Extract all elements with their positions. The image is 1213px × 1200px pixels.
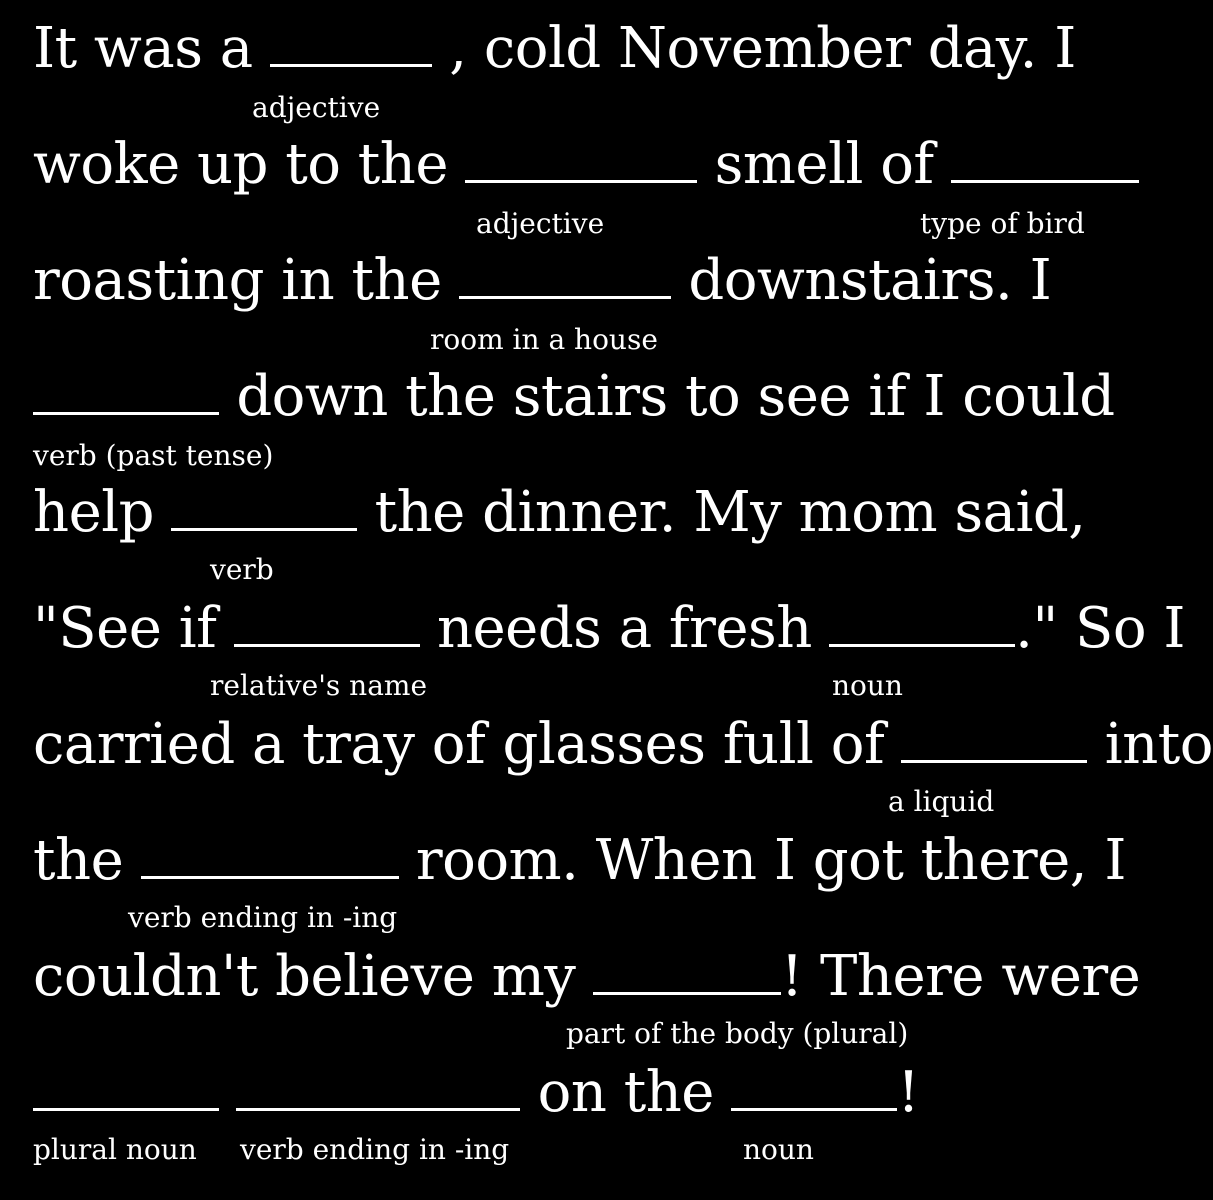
blank-verb-ending-in-ing-1[interactable] [141, 830, 399, 879]
prompt-label: part of the body (plural) [566, 1017, 909, 1050]
story-line [33, 944, 1141, 1009]
story-line [33, 132, 1139, 197]
blank-plural-noun[interactable] [33, 1062, 219, 1111]
story-text: needs a fresh [436, 596, 812, 661]
blank-adjective-1[interactable] [270, 18, 432, 67]
blank-part-of-the-body[interactable] [593, 946, 781, 995]
blank-type-of-bird[interactable] [951, 134, 1139, 183]
prompt-label: a liquid [888, 785, 995, 818]
story-line [33, 828, 1127, 893]
story-line [33, 364, 1115, 429]
story-text: downstairs. I [688, 248, 1052, 313]
blank-a-liquid[interactable] [901, 714, 1087, 763]
prompt-label: noun [743, 1133, 814, 1166]
story-text: on the [537, 1060, 714, 1125]
prompt-label: adjective [252, 91, 381, 124]
prompt-label: verb ending in -ing [128, 901, 398, 934]
blank-relatives-name[interactable] [234, 598, 420, 647]
prompt-label: verb (past tense) [33, 439, 274, 472]
prompt-label: noun [832, 669, 903, 702]
prompt-label: verb [210, 553, 274, 586]
story-text: ! There were [780, 944, 1141, 1009]
blank-verb-ending-in-ing-2[interactable] [236, 1062, 520, 1111]
prompt-label: room in a house [430, 323, 658, 356]
story-text: ! [897, 1060, 920, 1125]
story-text: room. When I got there, I [415, 828, 1127, 893]
story-text: couldn't believe my [33, 944, 576, 1009]
story-line [33, 248, 1052, 313]
story-text: into [1104, 712, 1213, 777]
prompt-label: relative's name [210, 669, 428, 702]
story-line [33, 480, 1086, 545]
story-line [33, 1060, 920, 1125]
story-text: carried a tray of glasses full of [33, 712, 885, 777]
prompt-label: type of bird [920, 207, 1085, 240]
story-text: woke up to the [33, 132, 448, 197]
story-text: down the stairs to see if I could [236, 364, 1115, 429]
story-text: the dinner. My mom said, [374, 480, 1086, 545]
blank-adjective-2[interactable] [465, 134, 697, 183]
story-text: the [33, 828, 124, 893]
blank-room-in-a-house[interactable] [459, 250, 671, 299]
story-text: ." So I [1015, 596, 1186, 661]
story-text: "See if [33, 596, 217, 661]
blank-verb-past-tense[interactable] [33, 366, 219, 415]
prompt-label: adjective [476, 207, 605, 240]
story-line [33, 712, 1213, 777]
prompt-label: verb ending in -ing [240, 1133, 510, 1166]
story-text: It was a [33, 16, 253, 81]
story-text: , cold November day. I [449, 16, 1076, 81]
story-line [33, 596, 1186, 661]
story-text: smell of [714, 132, 934, 197]
story-text: help [33, 480, 154, 545]
blank-verb[interactable] [171, 482, 357, 531]
blank-noun-2[interactable] [731, 1062, 897, 1111]
story-text: roasting in the [33, 248, 442, 313]
story-line [33, 16, 1076, 81]
prompt-label: plural noun [33, 1133, 197, 1166]
blank-noun-1[interactable] [829, 598, 1015, 647]
